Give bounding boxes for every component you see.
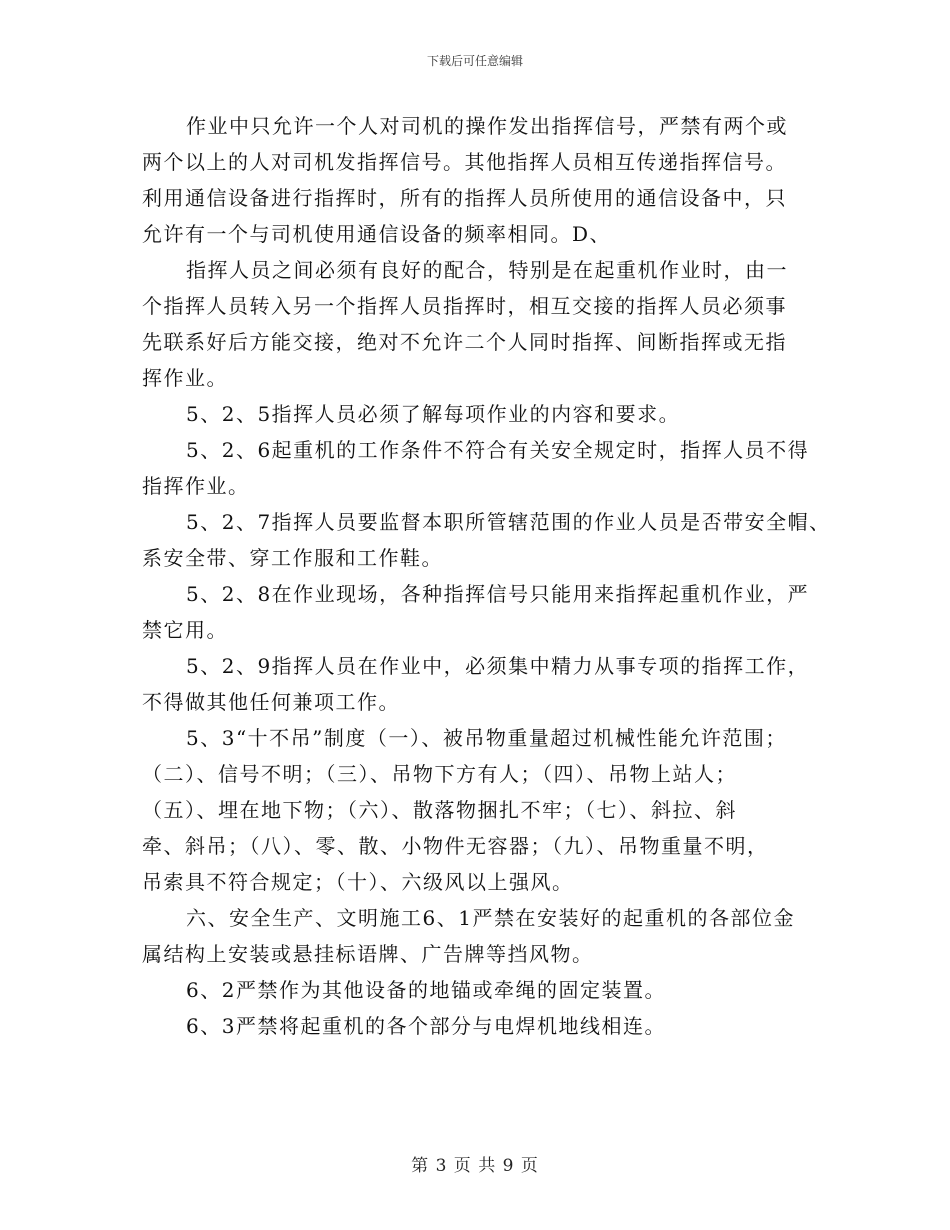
text-line: 6、2严禁作为其他设备的地锚或牵绳的固定装置。 — [186, 978, 666, 1002]
paragraph-5-2-9 — [142, 648, 822, 720]
text-line: 5、2、8在作业现场，各种指挥信号只能用来指挥起重机作业，严 — [186, 582, 810, 606]
text-line: 先联系好后方能交接，绝对不允许二个人同时指挥、间断指挥或无指 — [142, 330, 787, 354]
text-line: 牵、斜吊；（八）、零、散、小物件无容器；（九）、吊物重量不明， — [142, 834, 769, 858]
paragraph-6-3 — [142, 1008, 822, 1044]
text-line: 5、3“十不吊”制度（一）、被吊物重量超过机械性能允许范围； — [186, 726, 787, 750]
text-line: 5、2、6起重机的工作条件不符合有关安全规定时，指挥人员不得 — [186, 438, 810, 462]
text-line: 作业中只允许一个人对司机的操作发出指挥信号，严禁有两个或 — [186, 114, 788, 138]
text-line: （二）、信号不明；（三）、吊物下方有人；（四）、吊物上站人； — [142, 762, 737, 786]
text-line: 5、2、9指挥人员在作业中，必须集中精力从事专项的指挥工作， — [186, 654, 810, 678]
paragraph-6-safety — [142, 900, 822, 972]
page-number-footer: 第 3 页 共 9 页 — [411, 1156, 539, 1176]
text-line: 不得做其他任何兼项工作。 — [142, 690, 400, 714]
text-line: 利用通信设备进行指挥时，所有的指挥人员所使用的通信设备中，只 — [142, 186, 787, 210]
paragraph-signal-rules — [142, 108, 822, 252]
text-line: 禁它用。 — [142, 618, 228, 642]
text-line: 6、3严禁将起重机的各个部分与电焊机地线相连。 — [186, 1014, 666, 1038]
text-line: 个指挥人员转入另一个指挥人员指挥时，相互交接的指挥人员必须事 — [142, 294, 787, 318]
text-line: 挥作业。 — [142, 366, 228, 390]
paragraph-5-2-8 — [142, 576, 822, 648]
text-line: 5、2、7指挥人员要监督本职所管辖范围的作业人员是否带安全帽、 — [186, 510, 831, 534]
text-line: 两个以上的人对司机发指挥信号。其他指挥人员相互传递指挥信号。 — [142, 150, 787, 174]
text-line: 六、安全生产、文明施工6、1严禁在安装好的起重机的各部位金 — [186, 906, 795, 930]
text-line: 指挥作业。 — [142, 474, 250, 498]
paragraph-5-2-7 — [142, 504, 831, 576]
text-line: 系安全带、穿工作服和工作鞋。 — [142, 546, 443, 570]
paragraph-5-2-6 — [142, 432, 822, 504]
text-line: 允许有一个与司机使用通信设备的频率相同。D、 — [142, 222, 612, 246]
paragraph-commander-coordination — [142, 252, 822, 396]
text-line: 指挥人员之间必须有良好的配合，特别是在起重机作业时，由一 — [186, 258, 788, 282]
paragraph-6-2 — [142, 972, 822, 1008]
text-line: 属结构上安装或悬挂标语牌、广告牌等挡风物。 — [142, 942, 594, 966]
text-line: （五）、埋在地下物；（六）、散落物捆扎不牢；（七）、斜拉、斜 — [142, 798, 737, 822]
text-line: 吊索具不符合规定；（十）、六级风以上强风。 — [142, 870, 574, 894]
page-header: 下载后可任意编辑 — [426, 54, 523, 68]
paragraph-5-2-5 — [142, 396, 822, 432]
paragraph-5-3-ten-no-lift — [142, 720, 822, 900]
document-body — [142, 108, 831, 1044]
text-line: 5、2、5指挥人员必须了解每项作业的内容和要求。 — [186, 402, 681, 426]
